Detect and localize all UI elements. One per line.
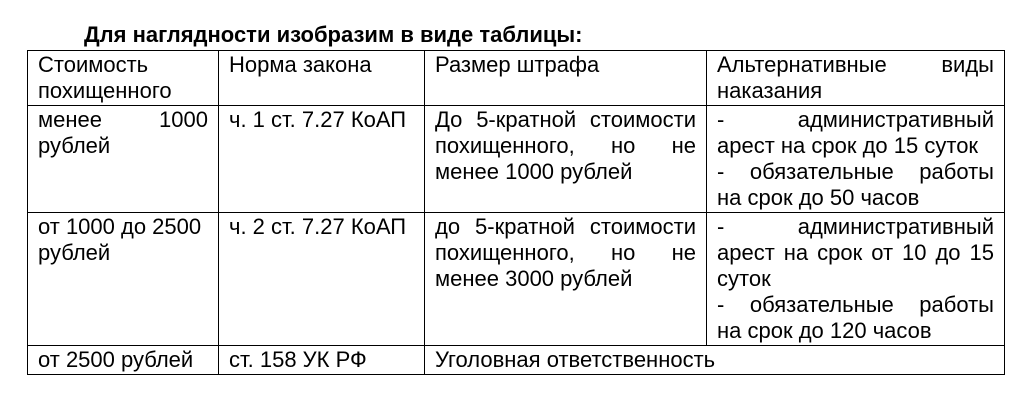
cell-fine-line: менее 3000 рублей	[435, 266, 633, 291]
cell-alternatives-line: - обязательные работы	[717, 292, 994, 317]
cell-alternatives	[707, 213, 1005, 346]
table-header-row	[28, 51, 1005, 106]
cell-fine-line: менее 1000 рублей	[435, 159, 633, 184]
cell-alternatives-line: - административный	[717, 107, 994, 132]
cell-alternatives-line: суток	[717, 266, 771, 291]
section-heading: Для наглядности изобразим в виде таблицы:	[84, 22, 583, 47]
cell-cost	[28, 213, 219, 346]
header-alternatives-line: наказания	[717, 78, 823, 103]
penalty-table	[27, 50, 1005, 375]
header-cost-line: Стоимость	[38, 52, 149, 77]
cell-fine	[425, 213, 707, 346]
cell-law-text: ч. 1 ст. 7.27 КоАП	[229, 107, 407, 132]
cell-law-text: ст. 158 УК РФ	[229, 347, 367, 372]
cell-cost	[28, 346, 219, 375]
cell-fine-line: до 5-кратной стоимости	[435, 214, 696, 239]
header-fine-text: Размер штрафа	[435, 52, 600, 77]
cell-fine-line: До 5-кратной стоимости	[435, 107, 696, 132]
cell-alternatives-line: арест на срок от 10 до 15	[717, 240, 994, 265]
cell-alternatives-line: на срок до 120 часов	[717, 318, 932, 343]
table-row	[28, 213, 1005, 346]
cell-alternatives-line: на срок до 50 часов	[717, 185, 920, 210]
table-row	[28, 346, 1005, 375]
cell-law-text: ч. 2 ст. 7.27 КоАП	[229, 214, 407, 239]
cell-alternatives	[707, 106, 1005, 213]
cell-law	[219, 106, 425, 213]
cell-alternatives-line: - административный	[717, 214, 994, 239]
header-cost	[28, 51, 219, 106]
cell-cost-line: рублей	[38, 240, 111, 265]
cell-fine-text: Уголовная ответственность	[435, 347, 716, 372]
cell-fine	[425, 106, 707, 213]
header-law	[219, 51, 425, 106]
header-alternatives	[707, 51, 1005, 106]
cell-cost-text: от 2500 рублей	[38, 347, 194, 372]
table-row	[28, 106, 1005, 213]
cell-fine-line: похищенного, но не	[435, 133, 696, 158]
header-alternatives-line: Альтернативные виды	[717, 52, 994, 77]
cell-cost-line: рублей	[38, 133, 111, 158]
header-law-text: Норма закона	[229, 52, 372, 77]
cell-alternatives-line: - обязательные работы	[717, 159, 994, 184]
cell-cost	[28, 106, 219, 213]
cell-cost-line: менее 1000	[38, 107, 208, 132]
cell-alternatives-line: арест на срок до 15 суток	[717, 133, 979, 158]
cell-law	[219, 213, 425, 346]
cell-cost-line: от 1000 до 2500	[38, 214, 202, 239]
cell-fine-merged	[425, 346, 1005, 375]
cell-law	[219, 346, 425, 375]
header-fine	[425, 51, 707, 106]
cell-fine-line: похищенного, но не	[435, 240, 696, 265]
header-cost-line: похищенного	[38, 78, 172, 103]
